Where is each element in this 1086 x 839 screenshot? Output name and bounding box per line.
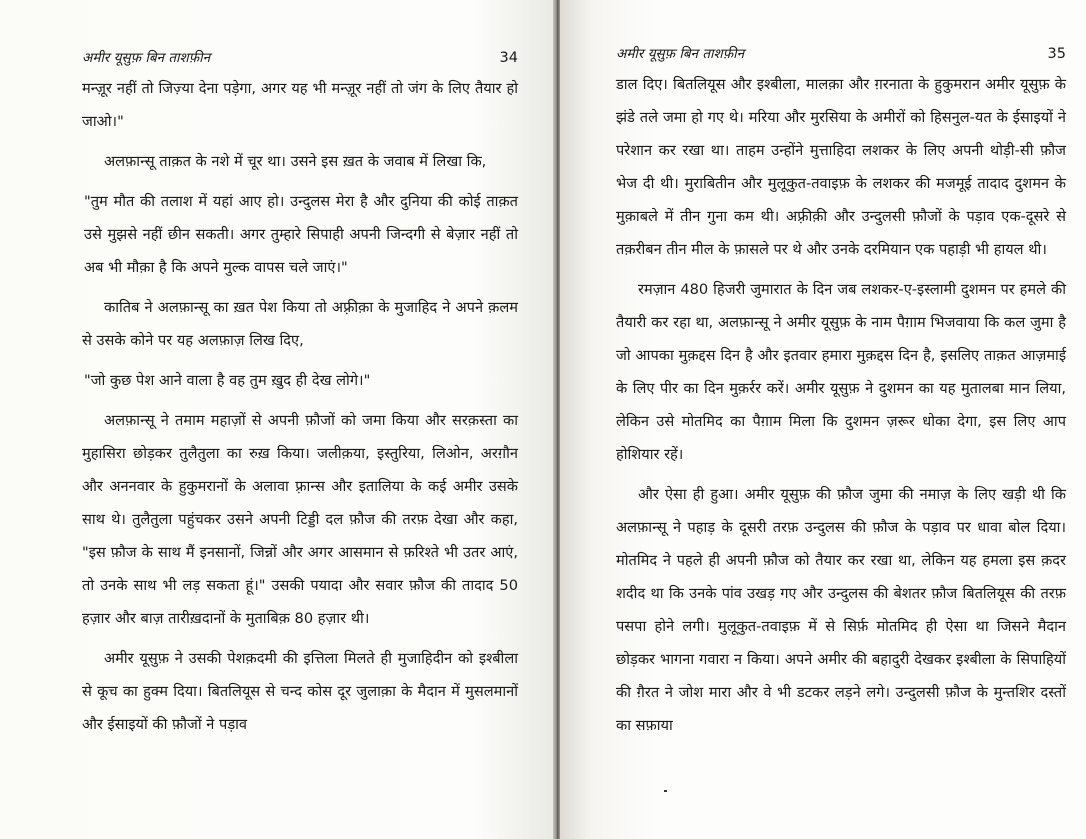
header-title: अमीर यूसुफ़ बिन ताशफ़ीन <box>82 50 211 66</box>
paragraph: अमीर यूसुफ़ ने उसकी पेशक़दमी की इत्तिला मिलते ही मुजाहिदीन को इश्बीला से कूच का हुक्म दिया। बितलियूस से चन्द कोस दूर जुलाक़ा के मैदान में मुसलमानों और ईसाइयों की फ़ौजों ने पड़ाव <box>82 650 518 733</box>
quote-paragraph: "जो कुछ पेश आने वाला है वह तुम ख़ुद ही देख लोगे।" <box>84 372 371 389</box>
paragraph: अलफ़ान्सू ताक़त के नशे में चूर था। उसने इस ख़त के जवाब में लिखा कि, <box>104 153 487 170</box>
page-body <box>616 68 1066 742</box>
quote-paragraph: "तुम मौत की तलाश में यहां आए हो। उन्दुलस मेरा है और दुनिया की कोई ताक़त उसे मुझसे नहीं छीन सकती। अगर तुम्हारे सिपाही अपनी जिन्दगी से बेज़ार नहीं तो अब भी मौक़ा है कि अपने मुल्क वापस चले जाएं।" <box>84 193 518 276</box>
right-page <box>560 0 1086 839</box>
paragraph: मन्ज़ूर नहीं तो जिज़्या देना पड़ेगा, अगर यह भी मन्ज़ूर नहीं तो जंग के लिए तैयार हो जाओ।" <box>82 80 518 130</box>
running-head <box>616 44 1066 62</box>
paragraph: कातिब ने अलफ़ान्सू का ख़त पेश किया तो अफ़्रीक़ा के मुजाहिद ने अपने क़लम से उसके कोने पर यह अलफ़ाज़ लिख दिए, <box>82 299 518 349</box>
paragraph: अलफ़ान्सू ने तमाम महाज़ों से अपनी फ़ौजों को जमा किया और सरक़स्ता का मुहासिरा छोड़कर तुलैतुला का रुख़ किया। जलीक़या, इस्तुरिया, लिओन, अरग़ौन और अननवार के हुकुमरानों के अलावा फ़्रान्स और इतालिया के कई अमीर उसके साथ थे। तुलैतुला पहुंचकर उसने अपनी टिड्डी दल फ़ौज की तरफ़ देखा और कहा, "इस फ़ौज के साथ मैं इनसानों, जिन्नों और अगर आसमान से फ़रिश्ते भी उतर आएं, तो उनके साथ भी लड़ सकता हूं।" उसकी पयादा और सवार फ़ौज की तादाद 50 हज़ार और बाज़ तारीख़दानों के मुताबिक़ 80 हज़ार थी। <box>82 412 518 627</box>
page-number: 34 <box>499 50 518 66</box>
running-head <box>82 48 518 66</box>
paragraph: रमज़ान 480 हिजरी जुमारात के दिन जब लशकर-ए-इस्लामी दुशमन पर हमले की तैयारी कर रहा था, अलफ़ान्सू ने अमीर यूसुफ़ के नाम पैग़ाम भिजवाया कि कल जुमा है जो आपका मुक़द्दस दिन है और इतवार हमारा मुक़द्दस दिन है, इसलिए ताक़त आज़माई के लिए पीर का दिन मुक़र्रर करें। अमीर यूसुफ़ ने दुशमन का यह मुतालबा मान लिया, लेकिन उसे मोतमिद का पैग़ाम मिला कि दुशमन ज़रूर धोका देगा, इस लिए आप होशियार रहें। <box>616 281 1066 463</box>
page-body <box>82 72 518 741</box>
paragraph: और ऐसा ही हुआ। अमीर यूसुफ़ की फ़ौज जुमा की नमाज़ के लिए खड़ी थी कि अलफ़ान्सू ने पहाड़ के दूसरी तरफ़ उन्दुलस की फ़ौज के पड़ाव पर धावा बोल दिया। मोतमिद ने पहले ही अपनी फ़ौज को तैयार कर रखा था, लेकिन यह हमला इस क़दर शदीद था कि उनके पांव उखड़ गए और उन्दुलस की बेशतर फ़ौज बितलियूस की तरफ़ पसपा होने लगी। मुलूकुत-तवाइफ़ में से सिर्फ़ मोतमिद ही ऐसा था जिसने मैदान छोड़कर भागना गवारा न किया। अपने अमीर की बहादुरी देखकर इश्बीला के सिपाहियों की ग़ैरत ने जोश मारा और वे भी डटकर लड़ने लगे। उन्दुलसी फ़ौज के मुन्तशिर दस्तों का सफ़ाया <box>616 486 1066 734</box>
ink-speck <box>664 790 667 792</box>
page-number: 35 <box>1047 46 1066 62</box>
header-title: अमीर यूसुफ़ बिन ताशफ़ीन <box>616 46 745 62</box>
paragraph: डाल दिए। बितलियूस और इश्बीला, मालक़ा और ग़रनाता के हुकुमरान अमीर यूसुफ़ के झंडे तले जमा हो गए थे। मरिया और मुरसिया के अमीरों को हिसनुल-यत के ईसाइयों ने परेशान कर रखा था। ताहम उन्होंने मुत्ताहिदा लशकर के लिए अपनी थोड़ी-सी फ़ौज भेज दी थी। मुराबितीन और मुलूकुत-तवाइफ़ के लशकर की मजमूई तादाद दुशमन के मुक़ाबले में तीन गुना कम थी। अफ़्रीक़ी और उन्दुलसी फ़ौजों के पड़ाव एक-दूसरे से तक़रीबन तीन मील के फ़ासले पर थे और उनके दरमियान एक पहाड़ी भी हायल थी। <box>616 76 1066 258</box>
